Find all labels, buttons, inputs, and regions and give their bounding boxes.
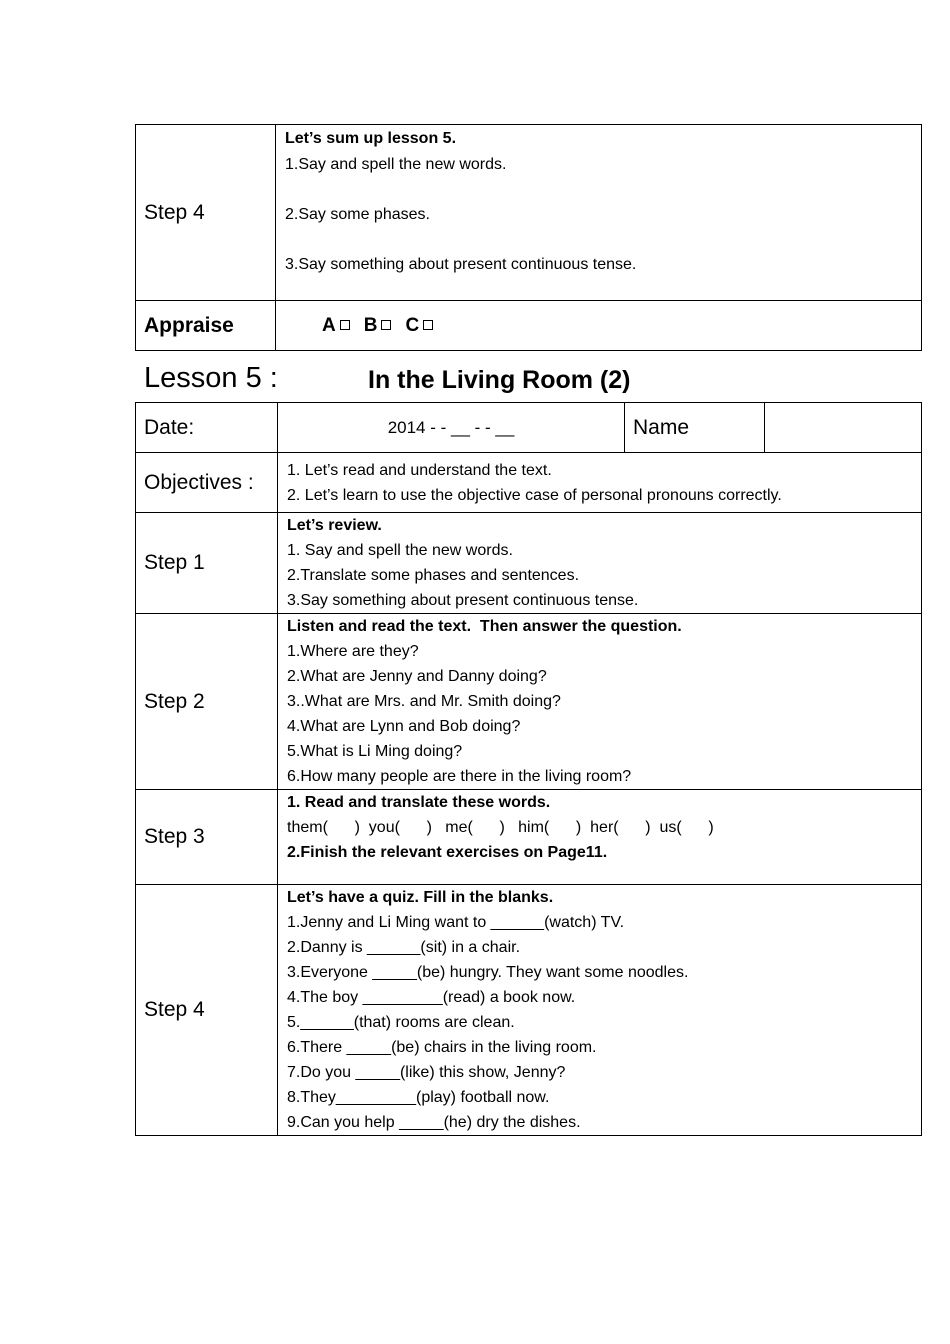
appraise-grades (276, 301, 922, 351)
list-item: 2.What are Jenny and Danny doing? (287, 668, 547, 685)
list-item: 2. Let’s learn to use the objective case of personal pronouns correctly. (287, 486, 782, 504)
list-item: 1.Where are they? (287, 643, 419, 660)
step-label: Step 2 (136, 614, 278, 790)
step-label: Step 3 (136, 790, 278, 885)
list-item: 3..What are Mrs. and Mr. Smith doing? (287, 693, 561, 710)
word-list: them( ) you( ) me( ) him( ) her( ) us( ) (287, 819, 714, 836)
date-label: Date: (136, 403, 278, 453)
list-item: 1. Say and spell the new words. (287, 542, 513, 559)
list-item: 8.They_________(play) football now. (287, 1089, 550, 1106)
list-item: 1. Let’s read and understand the text. (287, 461, 552, 479)
step2-row (136, 614, 922, 790)
list-item: 6.How many people are there in the living room? (287, 768, 632, 785)
list-item: 5.What is Li Ming doing? (287, 743, 463, 760)
list-item: 6.There _____(be) chairs in the living room. (287, 1039, 597, 1056)
name-label: Name (625, 403, 765, 453)
objectives-content (278, 453, 922, 513)
lesson-title: In the Living Room (2) (368, 366, 631, 394)
appraise-label: Appraise (136, 301, 276, 351)
step-content (278, 614, 922, 790)
step-content (278, 790, 922, 885)
list-item: 2.Translate some phases and sentences. (287, 567, 580, 584)
list-item: 1.Say and spell the new words. (285, 156, 507, 173)
step-content (278, 513, 922, 614)
grade-c-label: C (405, 314, 420, 336)
grade-a-label: A (322, 314, 336, 336)
step4-row (136, 125, 922, 301)
grade-a-checkbox[interactable] (340, 320, 350, 330)
list-item: 5.______(that) rooms are clean. (287, 1014, 515, 1031)
step-content (278, 885, 922, 1136)
step-label: Step 4 (136, 885, 278, 1136)
list-item: 2.Say some phases. (285, 206, 430, 223)
grade-b-label: B (363, 314, 378, 336)
step3-row (136, 790, 922, 885)
appraise-row (136, 301, 922, 351)
step-footer: 2.Finish the relevant exercises on Page11. (287, 844, 608, 861)
list-item: 1.Jenny and Li Ming want to ______(watch) TV. (287, 914, 625, 931)
list-item: 9.Can you help _____(he) dry the dishes. (287, 1114, 581, 1131)
step-heading: Let’s review. (287, 517, 382, 534)
objectives-row (136, 453, 922, 513)
grade-b-checkbox[interactable] (381, 320, 391, 330)
step-heading: Let’s sum up lesson 5. (285, 130, 457, 147)
lesson-number: Lesson 5 : (144, 362, 278, 394)
step-heading: Listen and read the text. Then answer the question. (287, 618, 682, 635)
lesson-plan-table (135, 402, 922, 1136)
objectives-label: Objectives : (136, 453, 278, 513)
date-row (136, 403, 922, 453)
name-field[interactable] (765, 403, 922, 453)
list-item: 3.Say something about present continuous tense. (287, 592, 639, 609)
date-value[interactable]: 2014 - - __ - - __ (278, 403, 625, 453)
step1-row (136, 513, 922, 614)
lesson-heading (144, 360, 844, 400)
list-item: 2.Danny is ______(sit) in a chair. (287, 939, 521, 956)
step-content (276, 125, 922, 301)
grade-c-checkbox[interactable] (423, 320, 433, 330)
step-label: Step 1 (136, 513, 278, 614)
step-label: Step 4 (136, 125, 276, 301)
step-heading: Let’s have a quiz. Fill in the blanks. (287, 889, 554, 906)
list-item: 4.What are Lynn and Bob doing? (287, 718, 521, 735)
summary-table (135, 124, 922, 351)
step4-row (136, 885, 922, 1136)
list-item: 3.Everyone _____(be) hungry. They want some noodles. (287, 964, 689, 981)
step-heading: 1. Read and translate these words. (287, 794, 551, 811)
list-item: 4.The boy _________(read) a book now. (287, 989, 576, 1006)
list-item: 3.Say something about present continuous tense. (285, 256, 637, 273)
list-item: 7.Do you _____(like) this show, Jenny? (287, 1064, 566, 1081)
